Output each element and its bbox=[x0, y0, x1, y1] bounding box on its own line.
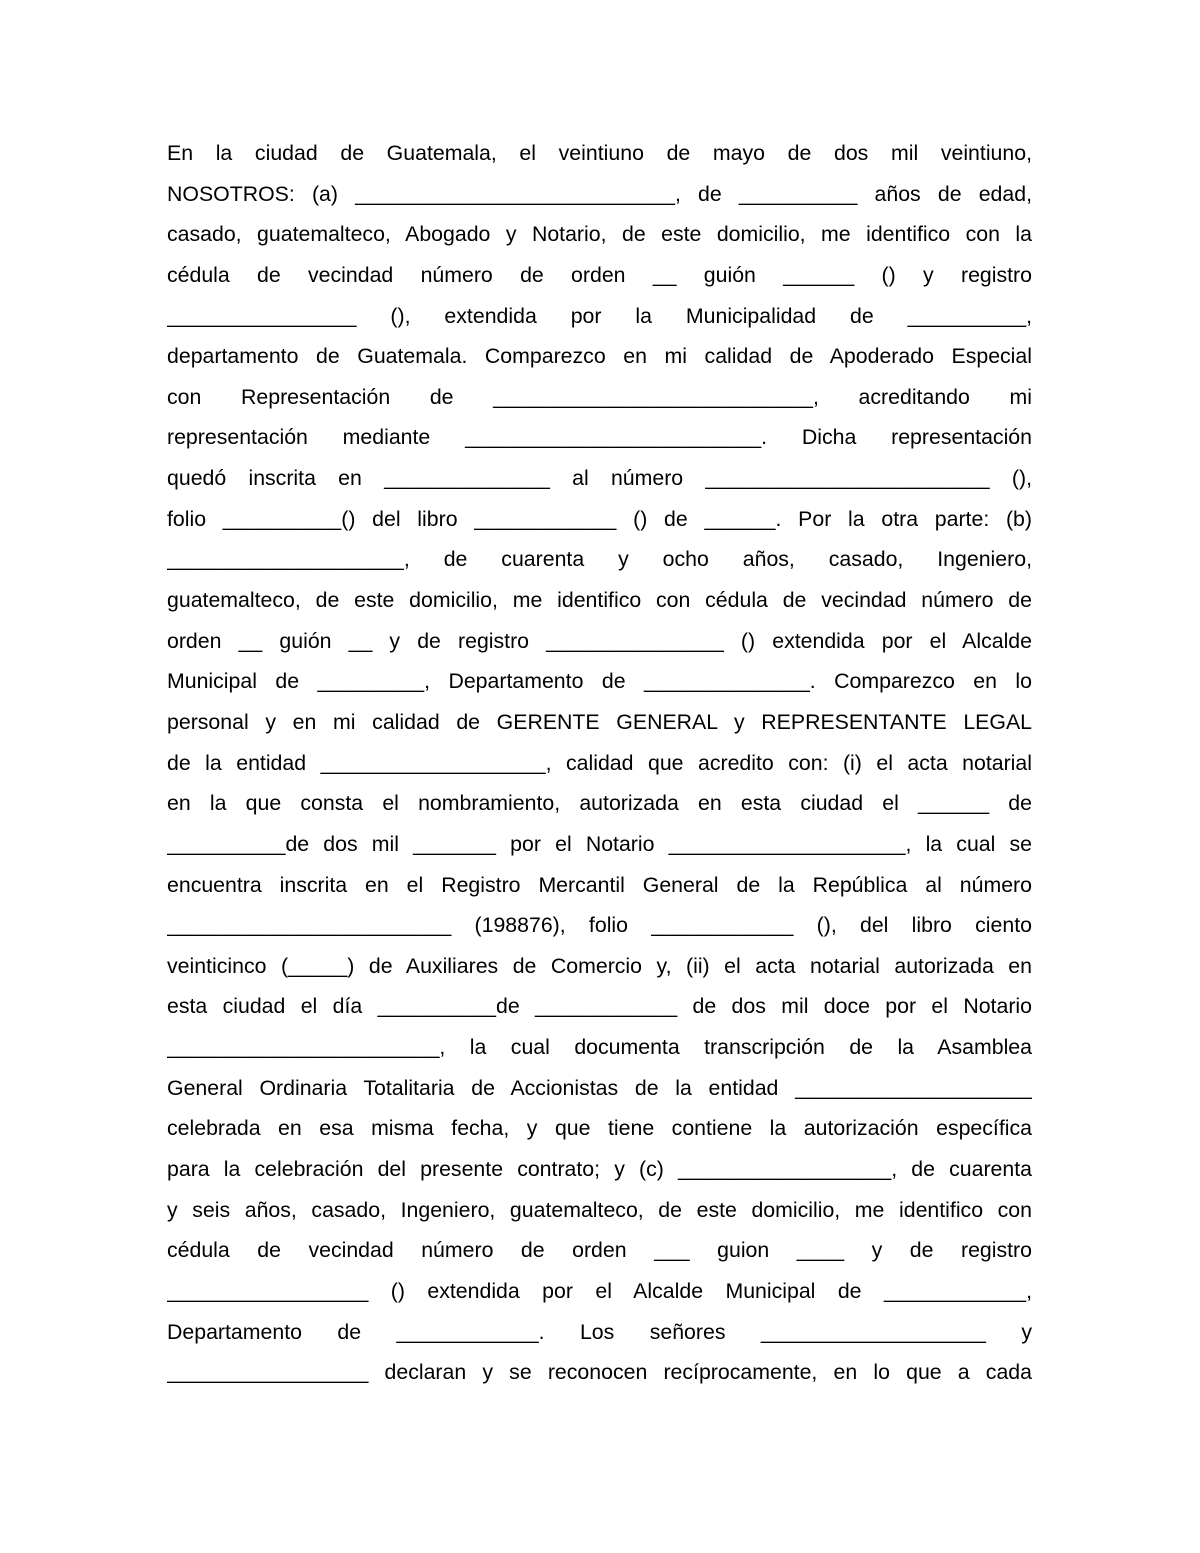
text-line: orden __ guión __ y de registro _______________ () extendida por el Alcalde bbox=[167, 628, 1032, 653]
text-line: representación mediante _________________________. Dicha representación bbox=[167, 425, 1032, 450]
text-line: casado, guatemalteco, Abogado y Notario, de este domicilio, me identifico con la bbox=[167, 222, 1032, 247]
text-line: cédula de vecindad número de orden ___ guion ____ y de registro bbox=[167, 1238, 1032, 1263]
text-line: Municipal de _________, Departamento de ______________. Comparezco en lo bbox=[167, 669, 1032, 694]
text-line: Departamento de ____________. Los señores ___________________ y bbox=[167, 1319, 1032, 1344]
text-line: En la ciudad de Guatemala, el veintiuno de mayo de dos mil veintiuno, bbox=[167, 141, 1032, 165]
text-line: __________de dos mil _______ por el Notario ____________________, la cual se bbox=[167, 831, 1032, 856]
text-line: para la celebración del presente contrato; y (c) __________________, de cuarenta bbox=[167, 1157, 1032, 1182]
text-line: NOSOTROS: (a) ___________________________, de __________ años de edad, bbox=[167, 181, 1032, 206]
text-line: y seis años, casado, Ingeniero, guatemalteco, de este domicilio, me identifico con bbox=[167, 1197, 1032, 1222]
text-line: quedó inscrita en ______________ al número ________________________ (), bbox=[167, 466, 1032, 491]
contract-paragraph bbox=[167, 133, 1032, 1393]
text-line: General Ordinaria Totalitaria de Accionistas de la entidad ____________________ bbox=[167, 1075, 1032, 1100]
text-line: personal y en mi calidad de GERENTE GENERAL y REPRESENTANTE LEGAL bbox=[167, 709, 1032, 734]
text-line: departamento de Guatemala. Comparezco en mi calidad de Apoderado Especial bbox=[167, 344, 1032, 369]
text-line: de la entidad ___________________, calidad que acredito con: (i) el acta notarial bbox=[167, 750, 1032, 775]
text-line: encuentra inscrita en el Registro Mercantil General de la República al número bbox=[167, 872, 1032, 897]
text-line: _________________ declaran y se reconocen recíprocamente, en lo que a cada bbox=[167, 1360, 1032, 1385]
text-line: celebrada en esa misma fecha, y que tiene contiene la autorización específica bbox=[167, 1116, 1032, 1141]
text-line: en la que consta el nombramiento, autorizada en esta ciudad el ______ de bbox=[167, 791, 1032, 816]
text-line: guatemalteco, de este domicilio, me identifico con cédula de vecindad número de bbox=[167, 588, 1032, 613]
text-line: cédula de vecindad número de orden __ guión ______ () y registro bbox=[167, 262, 1032, 287]
text-line: esta ciudad el día __________de ____________ de dos mil doce por el Notario bbox=[167, 994, 1032, 1019]
text-line: con Representación de ___________________________, acreditando mi bbox=[167, 384, 1032, 409]
text-line: ________________ (), extendida por la Municipalidad de __________, bbox=[167, 303, 1032, 328]
text-line: veinticinco (_____) de Auxiliares de Comercio y, (ii) el acta notarial autorizada en bbox=[167, 953, 1032, 978]
text-line: ____________________, de cuarenta y ocho años, casado, Ingeniero, bbox=[167, 547, 1032, 572]
text-line: ________________________ (198876), folio ____________ (), del libro ciento bbox=[167, 913, 1032, 938]
text-line: _______________________, la cual documenta transcripción de la Asamblea bbox=[167, 1035, 1032, 1060]
text-line: folio __________() del libro ____________ () de ______. Por la otra parte: (b) bbox=[167, 506, 1032, 531]
text-line: _________________ () extendida por el Alcalde Municipal de ____________, bbox=[167, 1278, 1032, 1303]
